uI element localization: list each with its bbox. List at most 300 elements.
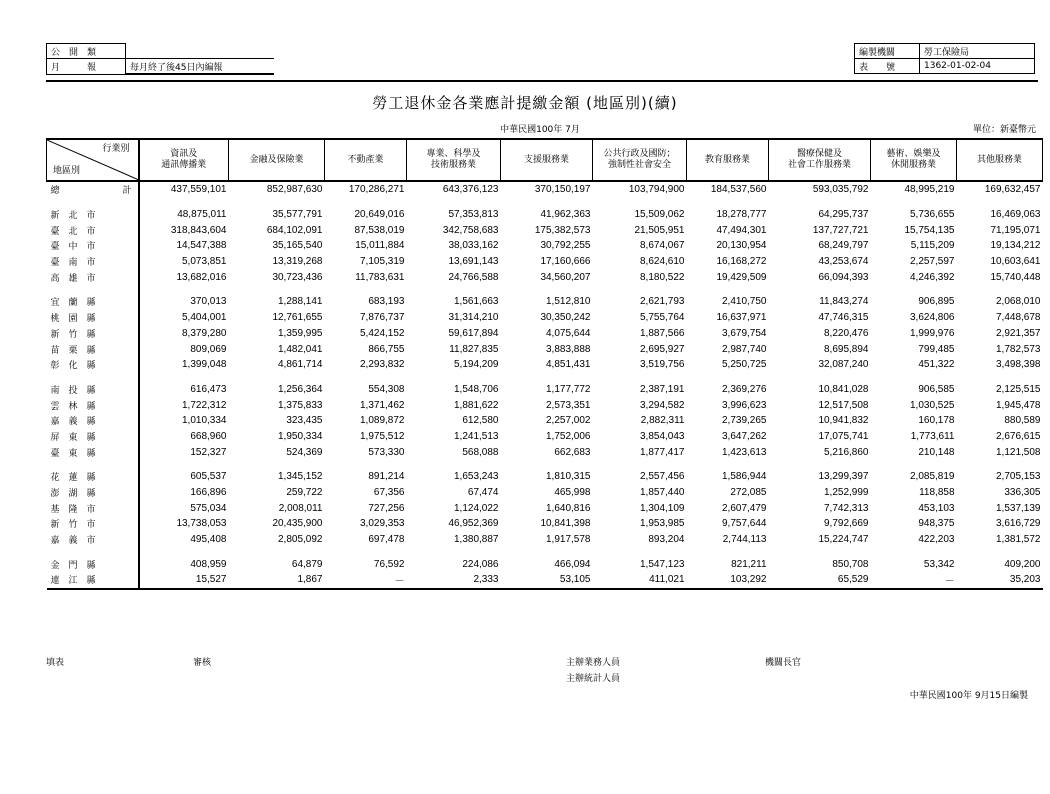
row-label: 宜 蘭 縣 xyxy=(47,294,139,310)
data-table xyxy=(46,138,1043,590)
value-cell: 1,950,334 xyxy=(278,430,323,442)
value-cell: 370,150,197 xyxy=(534,184,591,196)
value-cell: 573,330 xyxy=(368,446,405,458)
value-cell: 323,435 xyxy=(286,415,323,427)
row-label: 臺 中 市 xyxy=(47,238,139,254)
value-cell: 118,858 xyxy=(919,487,955,499)
meta-label: 表 號 xyxy=(855,59,920,74)
table-body xyxy=(47,181,1043,589)
table-row xyxy=(47,238,1043,254)
value-cell: 53,105 xyxy=(501,572,593,589)
table-row xyxy=(47,572,1043,589)
value-cell: 2,410,750 xyxy=(722,296,767,308)
value-cell: 3,647,262 xyxy=(722,430,767,442)
column-header: 醫療保健及 社會工作服務業 xyxy=(769,139,871,181)
value-cell: 612,580 xyxy=(462,415,499,427)
value-cell: 166,896 xyxy=(190,487,227,499)
spacer-row xyxy=(47,198,1043,207)
table-row xyxy=(47,254,1043,270)
value-cell: 4,075,644 xyxy=(546,327,591,339)
value-cell: 18,278,777 xyxy=(716,209,767,221)
value-cell: 1,586,944 xyxy=(722,471,767,483)
value-cell: 76,592 xyxy=(373,558,405,570)
value-cell: 8,379,280 xyxy=(182,327,227,339)
column-header: 不動產業 xyxy=(325,139,407,181)
value-cell: 34,560,207 xyxy=(540,271,591,283)
value-cell: 11,827,835 xyxy=(449,343,499,355)
value-cell: 47,746,315 xyxy=(818,312,869,324)
meta-value: 每月終了後45日內編報 xyxy=(126,59,275,75)
value-cell: 7,105,319 xyxy=(360,256,405,268)
value-cell: 1,288,141 xyxy=(278,296,323,308)
value-cell: 12,517,508 xyxy=(818,399,869,411)
value-cell: 662,683 xyxy=(554,446,591,458)
value-cell: 437,559,101 xyxy=(170,184,227,196)
value-cell: 2,882,311 xyxy=(640,415,685,427)
table-row xyxy=(47,516,1043,532)
report-period: 中華民國100年 7月 xyxy=(500,125,580,135)
meta-label: 公 開 類 xyxy=(47,44,126,59)
corner-top-label: 行業別 xyxy=(102,144,130,154)
value-cell: 891,214 xyxy=(368,471,405,483)
value-cell: 4,861,714 xyxy=(278,359,323,371)
value-cell: 2,607,479 xyxy=(722,502,767,514)
value-cell: 48,995,219 xyxy=(904,184,955,196)
row-label: 金 門 縣 xyxy=(47,556,139,572)
value-cell: 71,195,071 xyxy=(990,224,1041,236)
value-cell: 5,755,764 xyxy=(640,312,685,324)
row-label: 南 投 縣 xyxy=(47,382,139,398)
table-row xyxy=(47,294,1043,310)
value-cell: 370,013 xyxy=(190,296,227,308)
value-cell: 8,624,610 xyxy=(640,256,685,268)
value-cell: 906,895 xyxy=(918,296,955,308)
value-cell: 605,537 xyxy=(190,471,227,483)
footer-prepared: 填表 xyxy=(46,658,65,668)
value-cell: － xyxy=(871,572,957,589)
value-cell: 2,705,153 xyxy=(996,471,1041,483)
value-cell: 24,766,588 xyxy=(448,271,499,283)
value-cell: 495,408 xyxy=(190,534,227,546)
column-header: 公共行政及國防； 強制性社會安全 xyxy=(593,139,687,181)
table-row xyxy=(47,485,1043,501)
value-cell: 2,739,265 xyxy=(722,415,767,427)
value-cell: 8,674,067 xyxy=(640,240,685,252)
value-cell: 12,761,655 xyxy=(272,312,323,324)
value-cell: 554,308 xyxy=(368,383,405,395)
value-cell: 411,021 xyxy=(593,572,687,589)
value-cell: 3,519,756 xyxy=(640,359,685,371)
value-cell: 1,010,334 xyxy=(182,415,227,427)
value-cell: 4,851,431 xyxy=(546,359,591,371)
value-cell: 866,755 xyxy=(368,343,405,355)
value-cell: 19,429,509 xyxy=(716,271,767,283)
table-row xyxy=(47,532,1043,548)
value-cell: 7,742,313 xyxy=(824,502,869,514)
table-row xyxy=(47,326,1043,342)
value-cell: 1,371,462 xyxy=(360,399,405,411)
value-cell: 906,585 xyxy=(918,383,955,395)
value-cell: 422,203 xyxy=(918,534,955,546)
value-cell: 668,960 xyxy=(190,430,227,442)
column-header: 資訊及 通訊傳播業 xyxy=(139,139,229,181)
meta-label: 編製機關 xyxy=(855,44,920,59)
value-cell: 65,529 xyxy=(769,572,871,589)
value-cell: 175,382,573 xyxy=(534,224,591,236)
footer-stats: 主辦統計人員 xyxy=(566,674,621,684)
value-cell: 1,482,041 xyxy=(278,343,323,355)
meta-left-table xyxy=(46,43,274,75)
table-row xyxy=(47,269,1043,285)
spacer-row xyxy=(47,460,1043,469)
row-label: 花 蓮 縣 xyxy=(47,469,139,485)
value-cell: 683,193 xyxy=(368,296,405,308)
value-cell: 1,121,508 xyxy=(996,446,1041,458)
value-cell: 1,252,999 xyxy=(824,487,869,499)
value-cell: 13,319,268 xyxy=(272,256,323,268)
row-label: 嘉 義 市 xyxy=(47,532,139,548)
column-header: 專業、科學及 技術服務業 xyxy=(407,139,501,181)
value-cell: 13,299,397 xyxy=(818,471,869,483)
value-cell: 1,547,123 xyxy=(640,558,685,570)
value-cell: 2,008,011 xyxy=(278,502,323,514)
value-cell: 1,345,152 xyxy=(278,471,323,483)
column-header: 教育服務業 xyxy=(687,139,769,181)
value-cell: 5,736,655 xyxy=(910,209,955,221)
value-cell: 1,375,833 xyxy=(278,399,323,411)
value-cell: 5,115,209 xyxy=(910,240,955,252)
row-label: 新 竹 市 xyxy=(47,516,139,532)
value-cell: 13,682,016 xyxy=(176,271,227,283)
meta-value: 勞工保險局 xyxy=(920,44,1035,59)
table-row xyxy=(47,207,1043,223)
value-cell: 259,722 xyxy=(286,487,323,499)
value-cell: 1,030,525 xyxy=(910,399,955,411)
value-cell: 15,740,448 xyxy=(990,271,1041,283)
spacer-row xyxy=(47,285,1043,294)
value-cell: 1,640,816 xyxy=(546,502,591,514)
value-cell: 11,783,631 xyxy=(355,271,405,283)
value-cell: 1,867 xyxy=(229,572,325,589)
value-cell: 2,257,002 xyxy=(546,415,591,427)
value-cell: 2,257,597 xyxy=(910,256,955,268)
value-cell: 1,887,566 xyxy=(640,327,685,339)
value-cell: 1,975,512 xyxy=(360,430,405,442)
corner-cell xyxy=(47,139,139,181)
value-cell: 318,843,604 xyxy=(170,224,227,236)
value-cell: 2,621,793 xyxy=(640,296,685,308)
value-cell: 35,165,540 xyxy=(272,240,323,252)
value-cell: 2,676,615 xyxy=(996,430,1041,442)
value-cell: 5,073,851 xyxy=(182,256,227,268)
value-cell: 137,727,721 xyxy=(812,224,869,236)
value-cell: 35,203 xyxy=(957,572,1043,589)
value-cell: 1,380,887 xyxy=(454,534,499,546)
value-cell: 342,758,683 xyxy=(442,224,499,236)
value-cell: 336,305 xyxy=(1004,487,1041,499)
table-row xyxy=(47,310,1043,326)
value-cell: 643,376,123 xyxy=(442,184,499,196)
value-cell: 2,557,456 xyxy=(640,471,685,483)
table-row xyxy=(47,500,1043,516)
value-cell: 9,757,644 xyxy=(722,518,767,530)
value-cell: 160,178 xyxy=(918,415,955,427)
table-row xyxy=(47,382,1043,398)
column-header: 其他服務業 xyxy=(957,139,1043,181)
value-cell: 1,359,995 xyxy=(278,327,323,339)
value-cell: 272,085 xyxy=(730,487,767,499)
value-cell: 15,224,747 xyxy=(818,534,869,546)
value-cell: 593,035,792 xyxy=(812,184,869,196)
value-cell: 20,130,954 xyxy=(716,240,767,252)
value-cell: 1,782,573 xyxy=(996,343,1041,355)
value-cell: 103,292 xyxy=(687,572,769,589)
value-cell: 5,250,725 xyxy=(722,359,767,371)
value-cell: 5,404,001 xyxy=(182,312,227,324)
value-cell: 850,708 xyxy=(832,558,869,570)
value-cell: 1,548,706 xyxy=(454,383,499,395)
value-cell: 2,387,191 xyxy=(640,383,685,395)
value-cell: 1,917,578 xyxy=(546,534,591,546)
value-cell: 11,843,274 xyxy=(819,296,869,308)
value-cell: 408,959 xyxy=(190,558,227,570)
value-cell: 1,537,139 xyxy=(996,502,1041,514)
table-row xyxy=(47,413,1043,429)
value-cell: 8,180,522 xyxy=(640,271,685,283)
spacer-row xyxy=(47,373,1043,382)
table-row xyxy=(47,222,1043,238)
value-cell: 43,253,674 xyxy=(818,256,869,268)
value-cell: 616,473 xyxy=(190,383,227,395)
value-cell: 3,029,353 xyxy=(360,518,405,530)
value-cell: 5,194,209 xyxy=(454,359,499,371)
value-cell: 19,134,212 xyxy=(990,240,1041,252)
value-cell: 2,369,276 xyxy=(722,383,767,395)
value-cell: 30,723,436 xyxy=(272,271,323,283)
value-cell: 799,485 xyxy=(918,343,955,355)
value-cell: 48,875,011 xyxy=(177,209,227,221)
value-cell: 35,577,791 xyxy=(272,209,323,221)
value-cell: 17,160,666 xyxy=(540,256,591,268)
value-cell: 1,177,772 xyxy=(546,383,591,395)
row-label: 嘉 義 縣 xyxy=(47,413,139,429)
value-cell: 809,069 xyxy=(190,343,227,355)
value-cell: 152,327 xyxy=(190,446,227,458)
row-label: 彰 化 縣 xyxy=(47,357,139,373)
footer-reviewed: 審核 xyxy=(193,658,212,668)
value-cell: 2,695,927 xyxy=(640,343,685,355)
value-cell: 1,722,312 xyxy=(182,399,227,411)
column-header: 藝術、娛樂及 休閒服務業 xyxy=(871,139,957,181)
value-cell: 66,094,393 xyxy=(818,271,869,283)
row-label: 連 江 縣 xyxy=(47,572,139,589)
row-label: 基 隆 市 xyxy=(47,500,139,516)
value-cell: 1,999,976 xyxy=(910,327,955,339)
value-cell: 10,941,832 xyxy=(818,415,869,427)
value-cell: 30,792,255 xyxy=(540,240,591,252)
value-cell: 2,068,010 xyxy=(996,296,1041,308)
value-cell: 465,998 xyxy=(554,487,591,499)
value-cell: 8,220,476 xyxy=(824,327,869,339)
table-row xyxy=(47,397,1043,413)
value-cell: 1,857,440 xyxy=(640,487,685,499)
value-cell: 41,962,363 xyxy=(540,209,591,221)
value-cell: 3,679,754 xyxy=(722,327,767,339)
value-cell: 16,637,971 xyxy=(716,312,767,324)
value-cell: 47,494,301 xyxy=(716,224,767,236)
value-cell: 2,125,515 xyxy=(996,383,1041,395)
value-cell: 5,216,860 xyxy=(824,446,869,458)
value-cell: 10,841,028 xyxy=(818,383,869,395)
row-label: 臺 北 市 xyxy=(47,222,139,238)
value-cell: 64,295,737 xyxy=(818,209,869,221)
value-cell: 568,088 xyxy=(462,446,499,458)
value-cell: 170,286,271 xyxy=(348,184,405,196)
value-cell: 880,589 xyxy=(1004,415,1041,427)
value-cell: 224,086 xyxy=(462,558,499,570)
corner-bottom-label: 地區別 xyxy=(53,166,81,176)
table-row xyxy=(47,469,1043,485)
table-row xyxy=(47,357,1043,373)
value-cell: 2,293,832 xyxy=(360,359,405,371)
row-label: 雲 林 縣 xyxy=(47,397,139,413)
value-cell: 684,102,091 xyxy=(266,224,323,236)
footer-date: 中華民國100年 9月15日編製 xyxy=(909,691,1028,701)
value-cell: 10,841,398 xyxy=(540,518,591,530)
value-cell: 13,738,053 xyxy=(176,518,227,530)
value-cell: － xyxy=(325,572,407,589)
value-cell: 17,075,741 xyxy=(818,430,869,442)
meta-value: 1362-01-02-04 xyxy=(920,59,1035,74)
value-cell: 1,512,810 xyxy=(546,296,591,308)
value-cell: 3,996,623 xyxy=(722,399,767,411)
value-cell: 7,876,737 xyxy=(360,312,405,324)
value-cell: 15,754,135 xyxy=(904,224,955,236)
value-cell: 64,879 xyxy=(291,558,323,570)
value-cell: 1,752,006 xyxy=(546,430,591,442)
value-cell: 1,773,611 xyxy=(910,430,955,442)
value-cell: 1,877,417 xyxy=(640,446,685,458)
value-cell: 852,987,630 xyxy=(266,184,323,196)
value-cell: 1,089,872 xyxy=(360,415,405,427)
value-cell: 13,691,143 xyxy=(448,256,499,268)
table-row xyxy=(47,444,1043,460)
value-cell: 1,256,364 xyxy=(278,383,323,395)
value-cell: 3,498,398 xyxy=(996,359,1041,371)
value-cell: 210,148 xyxy=(918,446,955,458)
value-cell: 1,381,572 xyxy=(996,534,1041,546)
value-cell: 1,124,022 xyxy=(454,502,499,514)
value-cell: 1,881,622 xyxy=(454,399,499,411)
meta-right-table xyxy=(854,43,1035,74)
value-cell: 3,883,888 xyxy=(546,343,591,355)
value-cell: 2,921,357 xyxy=(996,327,1041,339)
value-cell: 67,356 xyxy=(373,487,405,499)
value-cell: 169,632,457 xyxy=(984,184,1041,196)
value-cell: 575,034 xyxy=(190,502,227,514)
value-cell: 103,794,900 xyxy=(628,184,685,196)
footer-business: 主辦業務人員 xyxy=(566,658,621,668)
value-cell: 9,792,669 xyxy=(824,518,869,530)
value-cell: 948,375 xyxy=(918,518,955,530)
row-label: 苗 栗 縣 xyxy=(47,341,139,357)
unit-label: 單位：新臺幣元 xyxy=(972,125,1036,135)
value-cell: 697,478 xyxy=(368,534,405,546)
value-cell: 1,953,985 xyxy=(640,518,685,530)
value-cell: 3,624,806 xyxy=(910,312,955,324)
value-cell: 2,333 xyxy=(407,572,501,589)
column-header: 金融及保險業 xyxy=(229,139,325,181)
value-cell: 1,810,315 xyxy=(546,471,591,483)
value-cell: 20,435,900 xyxy=(272,518,323,530)
value-cell: 4,246,392 xyxy=(910,271,955,283)
row-label: 臺 南 市 xyxy=(47,254,139,270)
value-cell: 451,322 xyxy=(918,359,955,371)
value-cell: 2,987,740 xyxy=(722,343,767,355)
value-cell: 1,945,478 xyxy=(996,399,1041,411)
value-cell: 68,249,797 xyxy=(818,240,869,252)
value-cell: 3,294,582 xyxy=(640,399,685,411)
value-cell: 1,561,663 xyxy=(454,296,499,308)
row-label: 高 雄 市 xyxy=(47,269,139,285)
value-cell: 1,304,109 xyxy=(640,502,685,514)
row-label: 臺 東 縣 xyxy=(47,444,139,460)
table-row xyxy=(47,341,1043,357)
row-label: 屏 東 縣 xyxy=(47,429,139,445)
value-cell: 1,653,243 xyxy=(454,471,499,483)
meta-value xyxy=(126,44,275,59)
value-cell: 15,011,884 xyxy=(355,240,405,252)
value-cell: 8,695,894 xyxy=(824,343,869,355)
value-cell: 14,547,388 xyxy=(176,240,227,252)
value-cell: 184,537,560 xyxy=(710,184,767,196)
value-cell: 2,573,351 xyxy=(546,399,591,411)
header-rule xyxy=(46,80,1038,82)
table-row xyxy=(47,181,1043,198)
meta-label: 月 報 xyxy=(47,59,126,75)
value-cell: 3,854,043 xyxy=(640,430,685,442)
value-cell: 16,469,063 xyxy=(990,209,1041,221)
value-cell: 409,200 xyxy=(1004,558,1041,570)
value-cell: 53,342 xyxy=(923,558,955,570)
value-cell: 67,474 xyxy=(467,487,499,499)
value-cell: 15,527 xyxy=(139,572,229,589)
table-row xyxy=(47,556,1043,572)
value-cell: 15,509,062 xyxy=(634,209,685,221)
value-cell: 1,423,613 xyxy=(722,446,767,458)
value-cell: 5,424,152 xyxy=(360,327,405,339)
value-cell: 1,399,048 xyxy=(182,359,227,371)
value-cell: 38,033,162 xyxy=(448,240,499,252)
value-cell: 1,241,513 xyxy=(454,430,499,442)
row-label: 新 北 市 xyxy=(47,207,139,223)
footer-head: 機關長官 xyxy=(765,658,802,668)
value-cell: 453,103 xyxy=(918,502,955,514)
row-label: 新 竹 縣 xyxy=(47,326,139,342)
value-cell: 59,617,894 xyxy=(448,327,499,339)
value-cell: 2,805,092 xyxy=(278,534,323,546)
page-title: 勞工退休金各業應計提繳金額 (地區別)(續) xyxy=(372,94,678,112)
table-row xyxy=(47,429,1043,445)
value-cell: 2,085,819 xyxy=(910,471,955,483)
value-cell: 2,744,113 xyxy=(722,534,767,546)
value-cell: 727,256 xyxy=(368,502,405,514)
row-label: 桃 園 縣 xyxy=(47,310,139,326)
value-cell: 21,505,951 xyxy=(634,224,685,236)
spacer-row xyxy=(47,547,1043,556)
header-row xyxy=(47,139,1043,181)
value-cell: 32,087,240 xyxy=(818,359,869,371)
